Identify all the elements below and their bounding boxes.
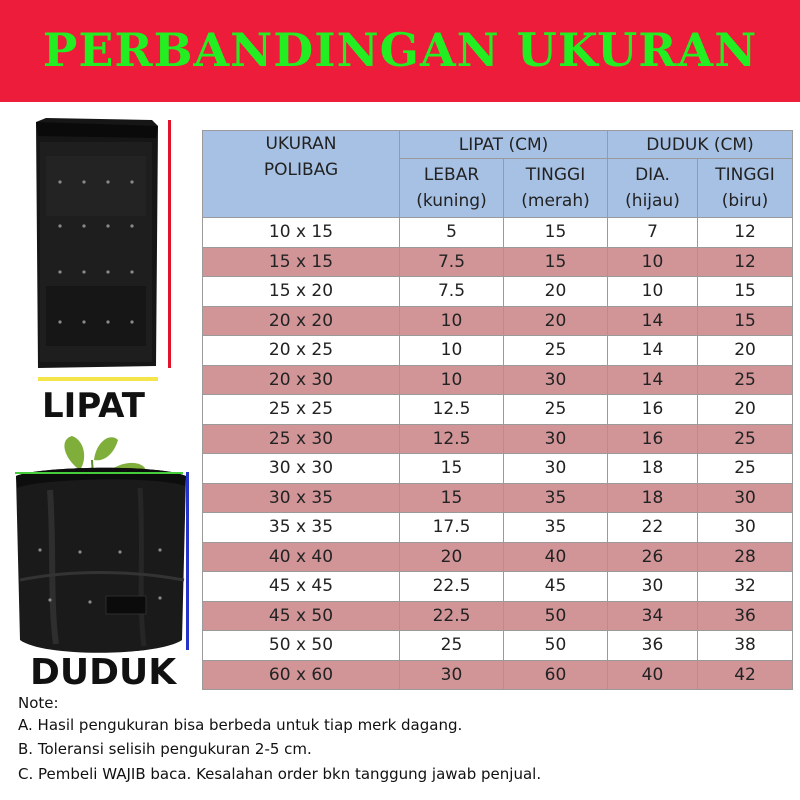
table-cell: 22.5 <box>400 601 504 631</box>
table-cell: 60 <box>504 660 608 690</box>
table-cell: 10 x 15 <box>203 218 400 248</box>
table-cell: 40 x 40 <box>203 542 400 572</box>
table-cell: 28 <box>698 542 793 572</box>
header-tinggi-merah: TINGGI (merah) <box>504 159 608 218</box>
table-cell: 30 <box>504 424 608 454</box>
table-cell: 32 <box>698 572 793 602</box>
table-cell: 42 <box>698 660 793 690</box>
table-cell: 10 <box>400 365 504 395</box>
table-cell: 20 <box>504 306 608 336</box>
note-c: C. Pembeli WAJIB baca. Kesalahan order bkn tanggung jawab penjual. <box>18 765 542 783</box>
table-cell: 18 <box>608 454 698 484</box>
table-cell: 30 <box>504 454 608 484</box>
table-body <box>203 218 793 690</box>
header-tinggi-biru: TINGGI (biru) <box>698 159 793 218</box>
table-cell: 10 <box>400 336 504 366</box>
header-size: UKURAN POLIBAG <box>203 131 400 218</box>
table-cell: 12 <box>698 218 793 248</box>
table-cell: 36 <box>698 601 793 631</box>
table-cell: 25 <box>698 454 793 484</box>
table-cell: 45 x 50 <box>203 601 400 631</box>
note-a: A. Hasil pengukuran bisa berbeda untuk tiap merk dagang. <box>18 716 463 734</box>
table-cell: 15 x 15 <box>203 247 400 277</box>
table-cell: 15 <box>400 483 504 513</box>
table-cell: 20 <box>400 542 504 572</box>
table-row <box>203 483 793 513</box>
table-row <box>203 601 793 631</box>
table-cell: 15 <box>698 306 793 336</box>
table-cell: 12.5 <box>400 424 504 454</box>
table-cell: 35 <box>504 513 608 543</box>
table-cell: 12.5 <box>400 395 504 425</box>
table-cell: 25 <box>504 336 608 366</box>
table-cell: 30 <box>698 483 793 513</box>
table-cell: 18 <box>608 483 698 513</box>
table-cell: 15 <box>504 218 608 248</box>
table-cell: 50 x 50 <box>203 631 400 661</box>
table-cell: 15 <box>504 247 608 277</box>
duduk-label: DUDUK <box>30 652 177 693</box>
table-cell: 14 <box>608 336 698 366</box>
table-cell: 7.5 <box>400 277 504 307</box>
table-cell: 7.5 <box>400 247 504 277</box>
table-cell: 20 <box>698 336 793 366</box>
table-row <box>203 218 793 248</box>
table-cell: 10 <box>400 306 504 336</box>
table-cell: 45 x 45 <box>203 572 400 602</box>
table-cell: 25 <box>698 424 793 454</box>
table-row <box>203 277 793 307</box>
table-cell: 35 <box>504 483 608 513</box>
table-row <box>203 395 793 425</box>
table-cell: 16 <box>608 424 698 454</box>
table-cell: 30 <box>400 660 504 690</box>
table-cell: 30 <box>698 513 793 543</box>
lipat-label: LIPAT <box>42 386 145 426</box>
table-cell: 25 <box>504 395 608 425</box>
table-cell: 20 x 30 <box>203 365 400 395</box>
table-cell: 30 <box>504 365 608 395</box>
table-header-row <box>203 131 793 159</box>
size-comparison-table <box>202 130 793 690</box>
header-dia: DIA. (hijau) <box>608 159 698 218</box>
table-cell: 26 <box>608 542 698 572</box>
table-cell: 40 <box>608 660 698 690</box>
table-row <box>203 542 793 572</box>
table-cell: 35 x 35 <box>203 513 400 543</box>
table-cell: 20 <box>698 395 793 425</box>
header-lebar: LEBAR (kuning) <box>400 159 504 218</box>
table-cell: 22 <box>608 513 698 543</box>
table-row <box>203 572 793 602</box>
folded-polybag-image <box>32 116 162 372</box>
table-cell: 25 x 30 <box>203 424 400 454</box>
table-cell: 30 x 30 <box>203 454 400 484</box>
width-marker-yellow <box>38 377 158 381</box>
table-cell: 34 <box>608 601 698 631</box>
table-cell: 30 <box>608 572 698 602</box>
table-cell: 12 <box>698 247 793 277</box>
table-cell: 15 x 20 <box>203 277 400 307</box>
table-cell: 25 <box>400 631 504 661</box>
table-cell: 14 <box>608 306 698 336</box>
table-cell: 20 x 25 <box>203 336 400 366</box>
page-title: PERBANDINGAN UKURAN <box>42 23 758 77</box>
table-row <box>203 660 793 690</box>
diameter-marker-green <box>15 472 183 474</box>
table-cell: 10 <box>608 247 698 277</box>
table-cell: 45 <box>504 572 608 602</box>
table-cell: 16 <box>608 395 698 425</box>
table-cell: 50 <box>504 601 608 631</box>
table-row <box>203 454 793 484</box>
table-cell: 7 <box>608 218 698 248</box>
height-marker-red <box>168 120 171 368</box>
table-row <box>203 306 793 336</box>
table-cell: 20 <box>504 277 608 307</box>
table-cell: 20 x 20 <box>203 306 400 336</box>
table-cell: 25 <box>698 365 793 395</box>
table-row <box>203 365 793 395</box>
table-row <box>203 424 793 454</box>
table-cell: 50 <box>504 631 608 661</box>
table-cell: 30 x 35 <box>203 483 400 513</box>
table-row <box>203 513 793 543</box>
table-cell: 60 x 60 <box>203 660 400 690</box>
table-cell: 14 <box>608 365 698 395</box>
standing-polybag-image <box>10 430 192 662</box>
table-cell: 17.5 <box>400 513 504 543</box>
table-cell: 15 <box>698 277 793 307</box>
table-row <box>203 631 793 661</box>
table-cell: 15 <box>400 454 504 484</box>
height-marker-blue <box>186 472 189 650</box>
table-cell: 38 <box>698 631 793 661</box>
table-row <box>203 336 793 366</box>
table-cell: 10 <box>608 277 698 307</box>
table-cell: 40 <box>504 542 608 572</box>
table-cell: 22.5 <box>400 572 504 602</box>
header-lipat: LIPAT (CM) <box>400 131 608 159</box>
table-cell: 25 x 25 <box>203 395 400 425</box>
header-duduk: DUDUK (CM) <box>608 131 793 159</box>
table-cell: 5 <box>400 218 504 248</box>
note-b: B. Toleransi selisih pengukuran 2-5 cm. <box>18 740 312 758</box>
table-row <box>203 247 793 277</box>
table-cell: 36 <box>608 631 698 661</box>
notes-title: Note: <box>18 694 59 712</box>
